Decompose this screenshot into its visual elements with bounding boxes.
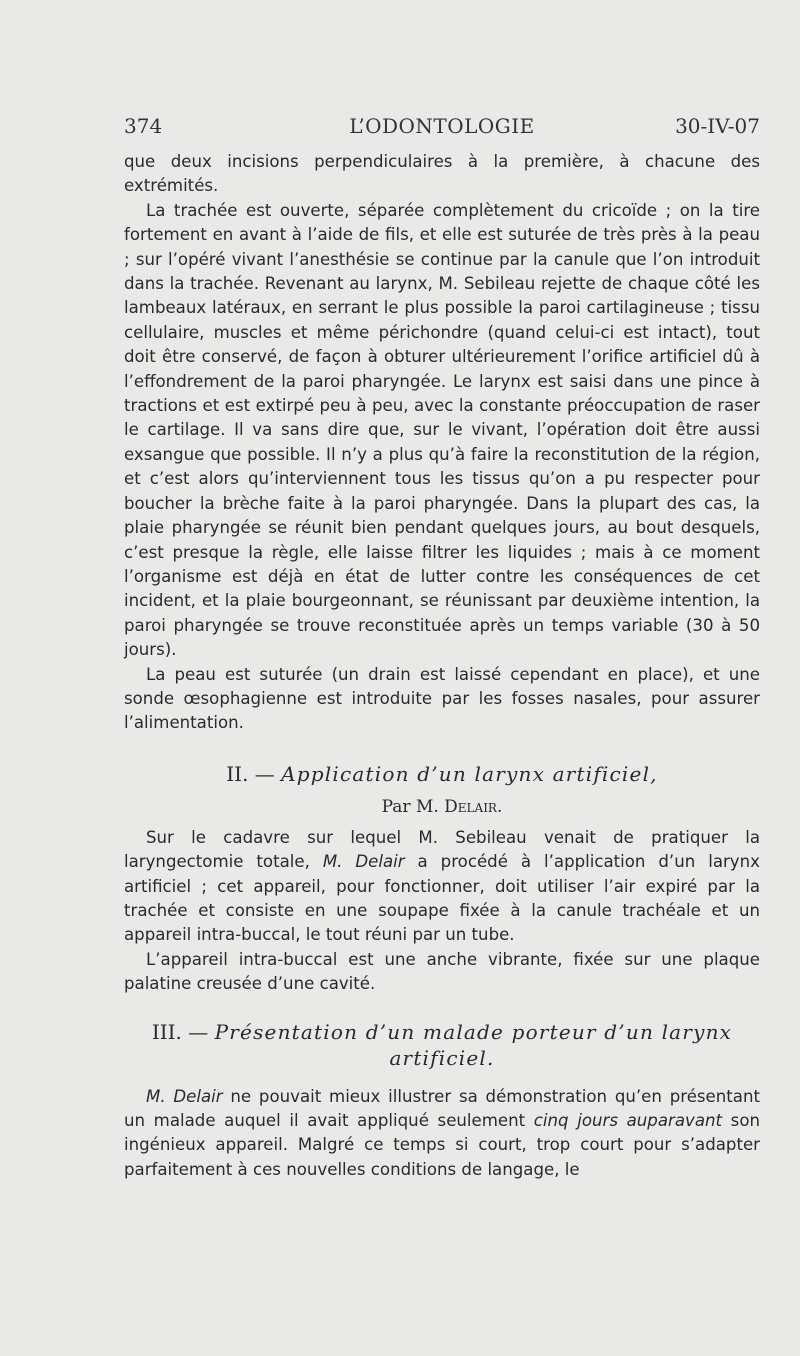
paragraph-6-author: M. Delair [146,1086,223,1106]
paragraph-4-author: M. Delair [322,852,405,872]
paragraph-6 [124,1085,760,1183]
byline-prefix: Par M. [381,796,445,817]
section-iii-title: Présentation d’un malade porteur d’un larynx artificiel. [214,1019,733,1070]
section-ii-number: II. — [226,761,282,786]
paragraph-6-emphasis: cinq jours auparavant [533,1111,723,1130]
journal-title: L’ODONTOLOGIE [349,114,535,138]
paragraph-4-part-a: Sur le cadavre sur lequel M. Sebileau venait de pratiquer la laryngectomie totale, [124,827,760,872]
issue-date: 30-IV-07 [675,114,760,138]
paragraph-5: L’appareil intra-buccal est une anche vibrante, fixée sur une plaque palatine creusée d’une cavité. [124,949,760,994]
section-iii-heading [124,1019,760,1071]
running-header [124,114,760,146]
paragraph-2: La trachée est ouverte, séparée complètement du cricoïde ; on la tire fortement en avant à l’aide de fils, et elle est suturée de très près à la peau ; sur l’opéré vivant l’anesthésie se continue par la canule que l’on introduit dans la trachée. Revenant au larynx, M. Sebileau rejette de chaque côté les lambeaux latéraux, en serrant le plus possible la paroi cartilagineuse ; tissu cellulaire, muscles et même périchondre (quand celui-ci est intact), tout doit être conservé, de façon à obturer ultérieurement l’orifice artificiel dû à l’effondrement de la paroi pharyngée. Le larynx est saisi dans une pince à tractions et est extirpé peu à peu, avec la constante préoccupation de raser le cartilage. Il va sans dire que, sur le vivant, l’opération doit être aussi exsangue que possible. Il n’y a plus qu’à faire la reconstitution de la région, et c’est alors qu’interviennent tous les tissus qu’on a pu respecter pour boucher la brèche faite à la paroi pharyngée. Dans la plupart des cas, la plaie pharyngée se réunit bien pendant quelques jours, au bout desquels, c’est presque la règle, elle laisse filtrer les liquides ; mais à ce moment l’organisme est déjà en état de lutter contre les conséquences de cet incident, et la plaie bourgeonnant, se réunissant par deuxième intention, la paroi pharyngée se trouve reconstituée après un temps variable (30 à 50 jours). [124,200,760,660]
paragraph-3: La peau est suturée (un drain est laissé cependant en place), et une sonde œsophagienne est introduite par les fosses nasales, pour assurer l’alimentation. [124,664,760,733]
section-iii-number: III. — [151,1019,215,1044]
paragraph-4 [124,826,760,948]
byline-author: Delair. [444,796,503,817]
page-number: 374 [124,114,163,138]
paragraph-4-part-b: a procédé à l’application d’un larynx artificiel ; cet appareil, pour fonctionner, doit utiliser l’air expiré par la trachée et consiste en une soupape fixée à la canule trachéale et un appareil intra-buccal, le tout réuni par un tube. [124,852,760,945]
section-ii-title: Application d’un larynx artificiel, [281,761,658,786]
paragraph-6-part-a: ne pouvait mieux illustrer sa démonstration qu’en présentant un malade auquel il avait appliqué seulement [124,1086,760,1130]
section-ii-heading [124,760,760,788]
section-ii-byline [124,794,760,820]
paragraph-1: que deux incisions perpendiculaires à la première, à chacune des extrémités. [124,152,760,196]
body-text [124,150,760,1182]
paragraph-6-part-b: son ingénieux appareil. Malgré ce temps si court, trop court pour s’adapter parfaitement à ces nouvelles conditions de langage, le [124,1111,760,1179]
